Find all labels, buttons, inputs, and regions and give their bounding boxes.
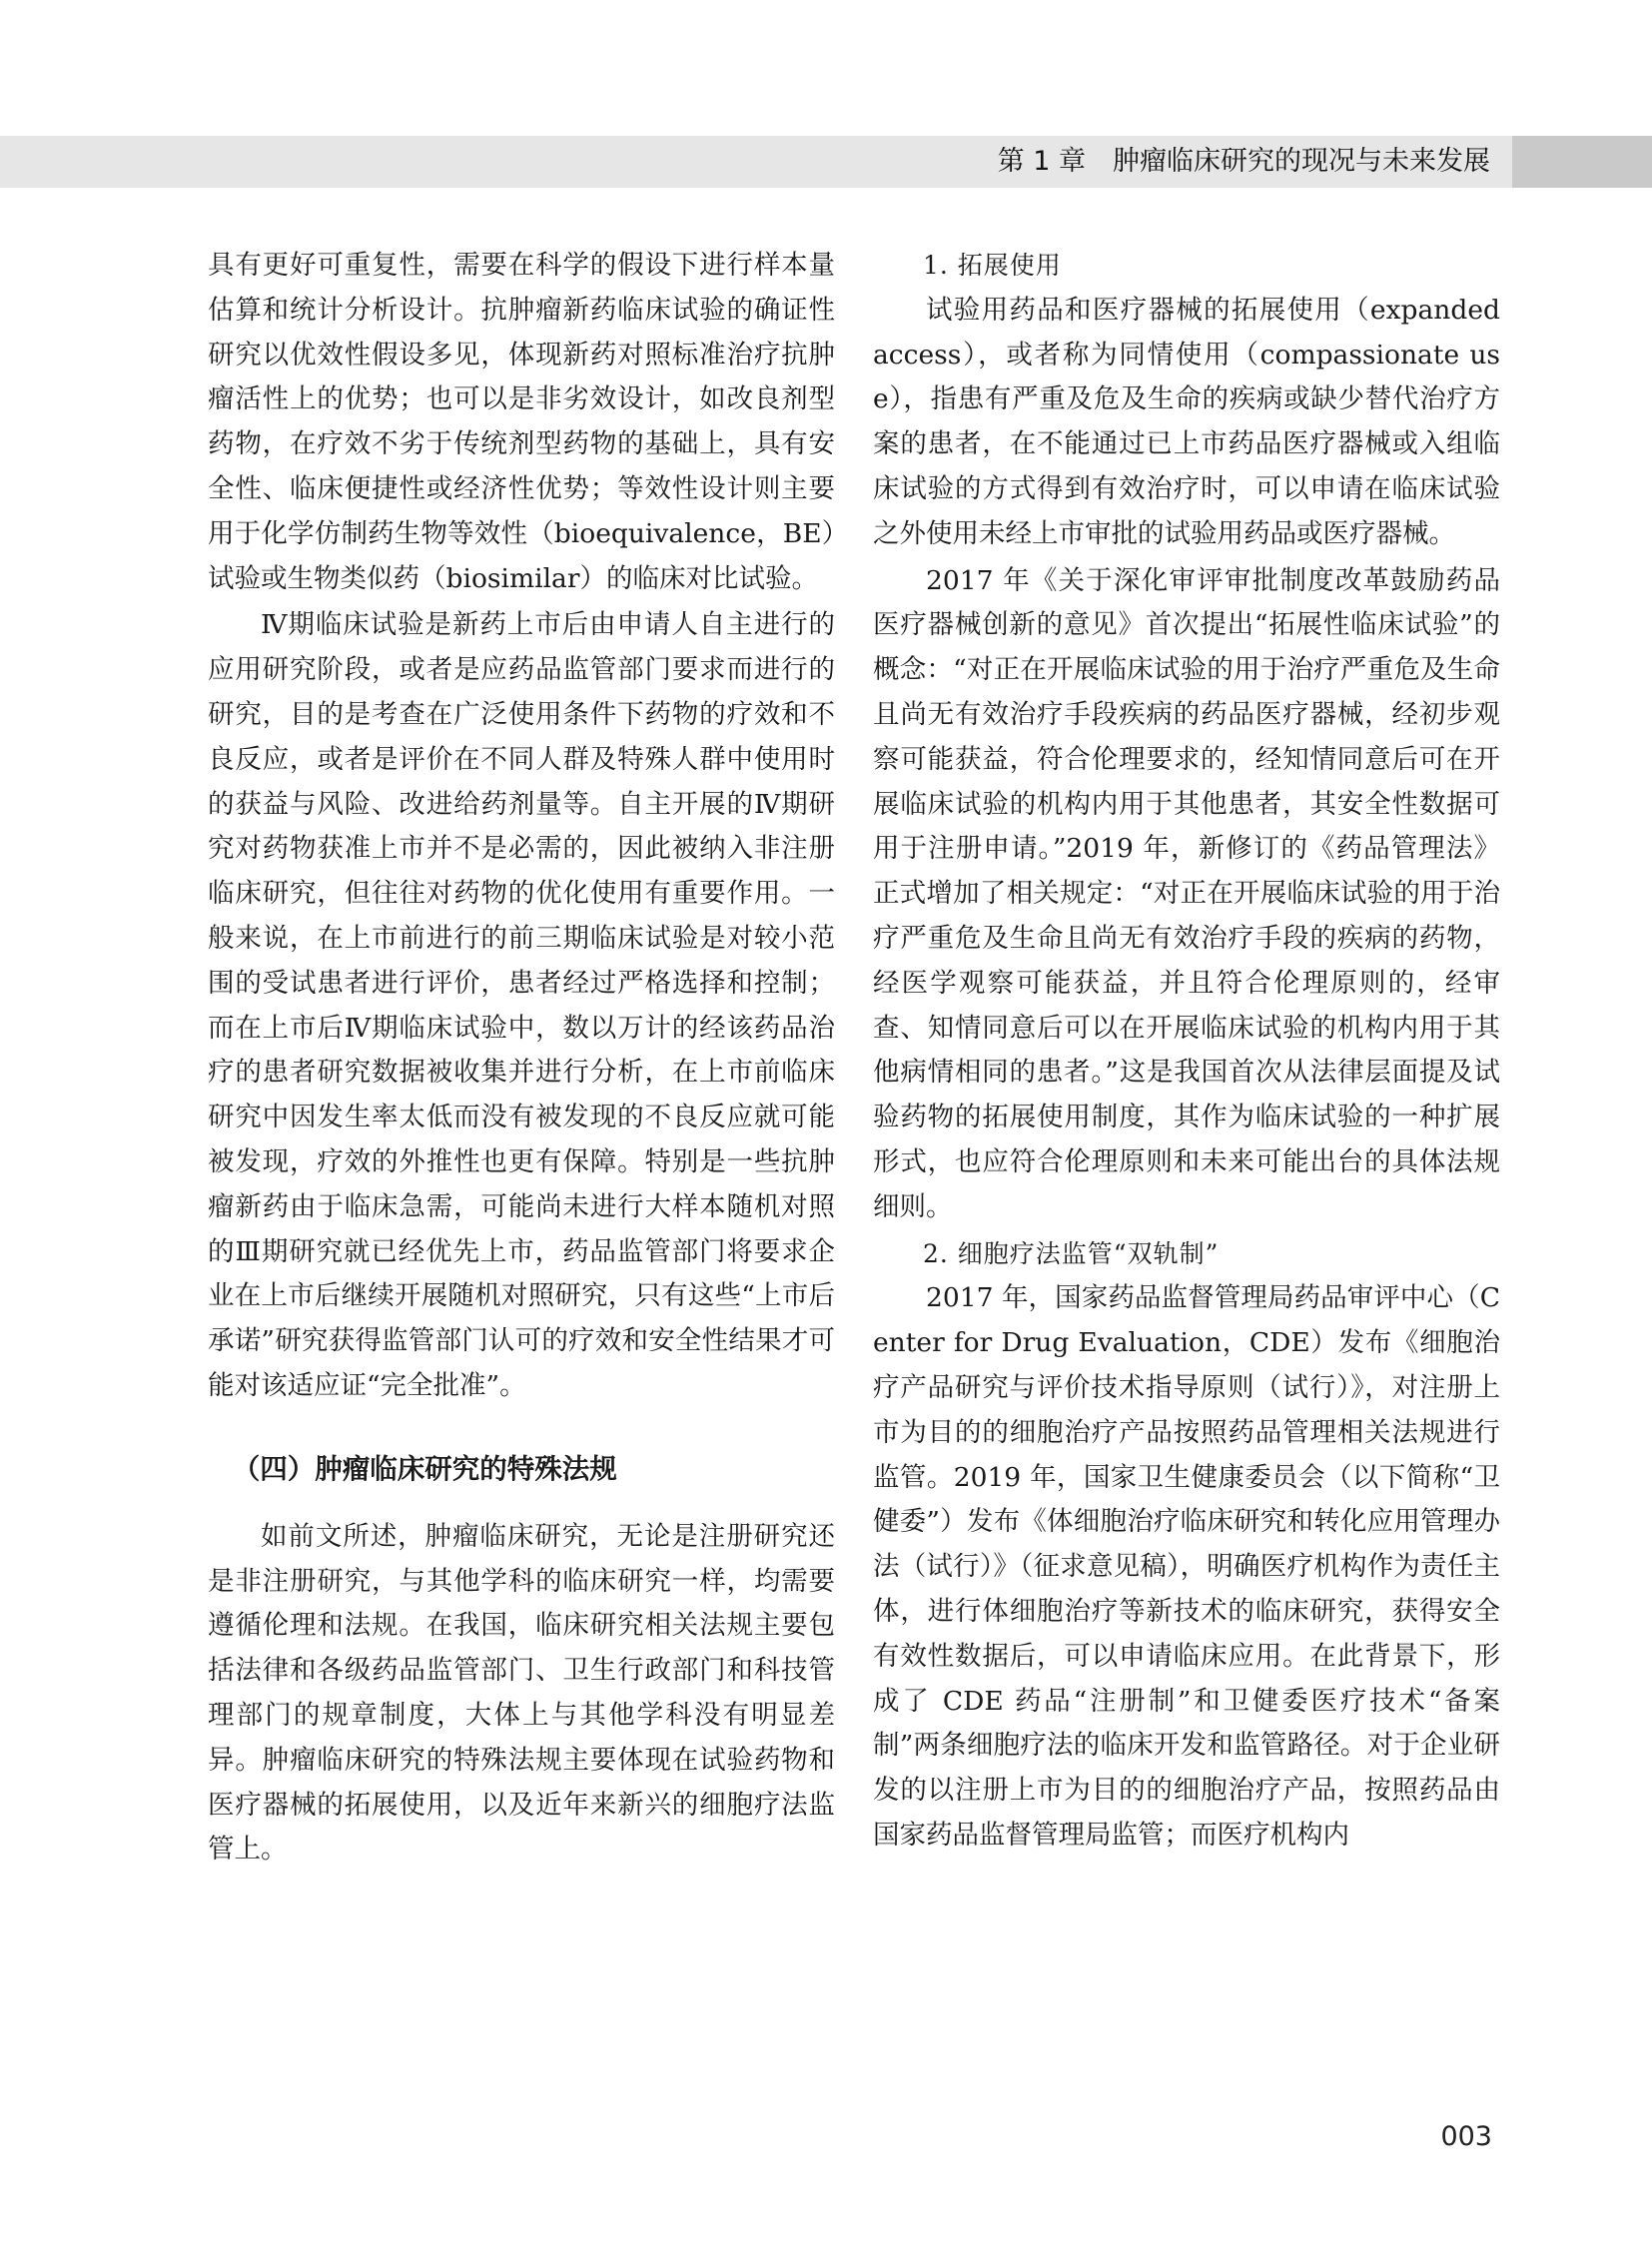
right-paragraph-3: 2017 年，国家药品监督管理局药品审评中心（Center for Drug Evaluation，CDE）发布《细胞治疗产品研究与评价技术指导原则（试行）》，对注册上市为目的的细胞治疗产品按照药品管理相关法规进行监管。2019 年，国家卫生健康委员会（以下简称“卫健委”）发布《体细胞治疗临床研究和转化应用管理办法（试行）》（征求意见稿），明确医疗机构作为责任主体，进行体细胞治疗等新技术的临床研究，获得安全有效性数据后，可以申请临床应用。在此背景下，形成了 CDE 药品“注册制”和卫健委医疗技术“备案制”两条细胞疗法的临床开发和监管路径。对于企业研发的以注册上市为目的的细胞治疗产品，按照药品由国家药品监督管理局监管；而医疗机构内 [873, 1282, 1500, 1851]
section-heading: （四）肿瘤临床研究的特殊法规 [232, 1452, 617, 1485]
chapter-title: 第 1 章 肿瘤临床研究的现况与未来发展 [997, 146, 1490, 177]
subheading-cell-therapy: 2. 细胞疗法监管“双轨制” [923, 1238, 1220, 1268]
left-paragraph-1: 具有更好可重复性，需要在科学的假设下进行样本量估算和统计分析设计。抗肿瘤新药临床试验的确证性研究以优效性假设多见，体现新药对照标准治疗抗肿瘤活性上的优势；也可以是非劣效设计，如改良剂型药物，在疗效不劣于传统剂型药物的基础上，具有安全性、临床便捷性或经济性优势；等效性设计则主要用于化学仿制药生物等效性（bioequivalence，BE）试验或生物类似药（biosimilar）的临床对比试验。 [208, 250, 835, 594]
subheading-expanded-use: 1. 拓展使用 [923, 251, 1062, 280]
page-number: 003 [1440, 2121, 1492, 2152]
right-paragraph-1: 试验用药品和医疗器械的拓展使用（expanded access），或者称为同情使用（compassionate use），指患有严重及危及生命的疾病或缺少替代治疗方案的患者，在不能通过已上市药品医疗器械或入组临床试验的方式得到有效治疗时，可以申请在临床试验之外使用未经上市审批的试验用药品或医疗器械。 [873, 294, 1500, 549]
left-column [208, 244, 835, 1874]
header-tab-block [1512, 136, 1652, 188]
right-column [873, 244, 1500, 1861]
right-paragraph-2: 2017 年《关于深化审评审批制度改革鼓励药品医疗器械创新的意见》首次提出“拓展性临床试验”的概念：“对正在开展临床试验的用于治疗严重危及生命且尚无有效治疗手段疾病的药品医疗器械，经初步观察可能获益，符合伦理要求的，经知情同意后可在开展临床试验的机构内用于其他患者，其安全性数据可用于注册申请。”2019 年，新修订的《药品管理法》正式增加了相关规定：“对正在开展临床试验的用于治疗严重危及生命且尚无有效治疗手段的疾病的药物，经医学观察可能获益，并且符合伦理原则的，经审查、知情同意后可以在开展临床试验的机构内用于其他病情相同的患者。”这是我国首次从法律层面提及试验药物的拓展使用制度，其作为临床试验的一种扩展形式，也应符合伦理原则和未来可能出台的具体法规细则。 [873, 564, 1500, 1222]
left-paragraph-3: 如前文所述，肿瘤临床研究，无论是注册研究还是非注册研究，与其他学科的临床研究一样，均需要遵循伦理和法规。在我国，临床研究相关法规主要包括法律和各级药品监管部门、卫生行政部门和科技管理部门的规章制度，大体上与其他学科没有明显差异。肿瘤临床研究的特殊法规主要体现在试验药物和医疗器械的拓展使用，以及近年来新兴的细胞疗法监管上。 [208, 1520, 835, 1866]
left-paragraph-2: Ⅳ期临床试验是新药上市后由申请人自主进行的应用研究阶段，或者是应药品监管部门要求而进行的研究，目的是考查在广泛使用条件下药物的疗效和不良反应，或者是评价在不同人群及特殊人群中使用时的获益与风险、改进给药剂量等。自主开展的Ⅳ期研究对药物获准上市并不是必需的，因此被纳入非注册临床研究，但往往对药物的优化使用有重要作用。一般来说，在上市前进行的前三期临床试验是对较小范围的受试患者进行评价，患者经过严格选择和控制；而在上市后Ⅳ期临床试验中，数以万计的经该药品治疗的患者研究数据被收集并进行分析，在上市前临床研究中因发生率太低而没有被发现的不良反应就可能被发现，疗效的外推性也更有保障。特别是一些抗肿瘤新药由于临床急需，可能尚未进行大样本随机对照的Ⅲ期研究就已经优先上市，药品监管部门将要求企业在上市后继续开展随机对照研究，只有这些“上市后承诺”研究获得监管部门认可的疗效和安全性结果才可能对该适应证“完全批准”。 [208, 609, 835, 1401]
